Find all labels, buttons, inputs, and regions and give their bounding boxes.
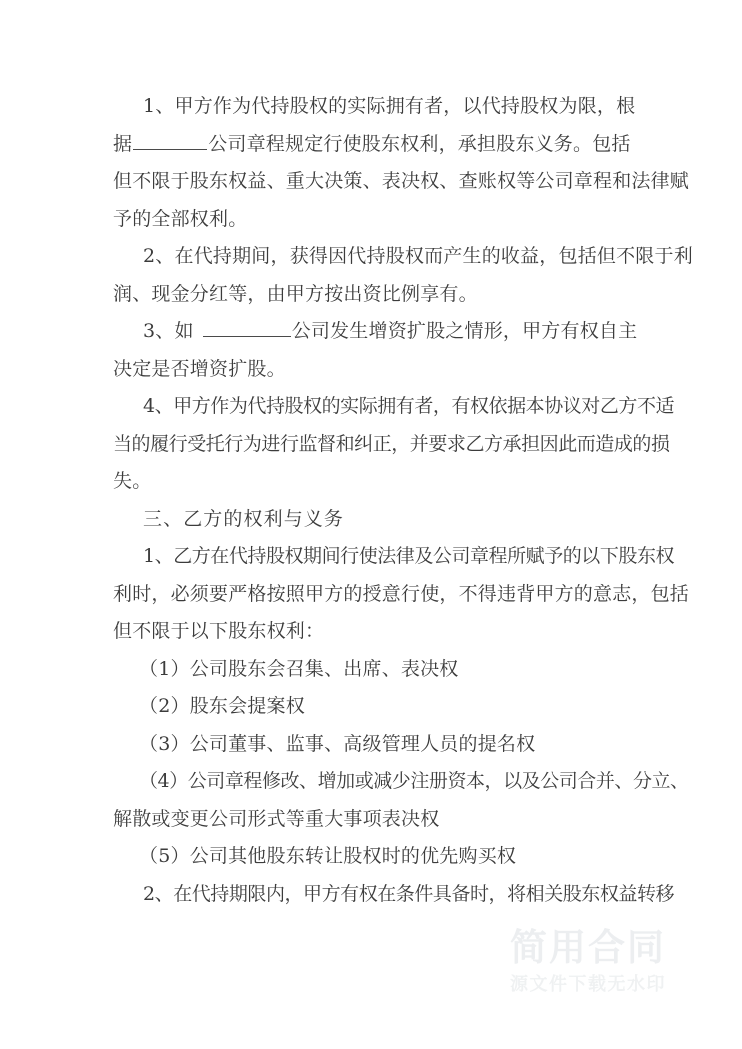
paragraph-party-a-item-3 <box>113 313 638 388</box>
text-line: 4、甲方作为代持股权的实际拥有者，有权依据本协议对乙方不适 <box>143 395 675 417</box>
text-line: （4）公司章程修改、增加或减少注册资本，以及公司合并、分立、 <box>139 770 689 792</box>
paragraph-party-b-item-1 <box>113 538 690 651</box>
text-line: 当的履行受托行为进行监督和纠正，并要求乙方承担因此而造成的损 <box>113 432 670 455</box>
paragraph-party-b-sub-2 <box>113 688 631 726</box>
paragraph-party-b-sub-1 <box>113 651 631 689</box>
text-line: 润、现金分红等，由甲方按出资比例享有。 <box>113 282 478 305</box>
watermark <box>510 926 666 996</box>
paragraph-party-a-item-4 <box>113 388 675 501</box>
text-line: 予的全部权利。 <box>113 207 248 230</box>
text-line: （3）公司董事、监事、高级管理人员的提名权 <box>139 732 536 755</box>
text-line: 2、在代持期限内，甲方有权在条件具备时，将相关股东权益转移 <box>143 882 675 905</box>
text-line: 1、甲方作为代持股权的实际拥有者，以代持股权为限，根 <box>143 95 636 117</box>
text-line: 但不限于以下股东权利： <box>113 620 325 642</box>
text-line: 1、乙方在代持股权期间行使法律及公司章程所赋予的以下股东权 <box>143 545 675 567</box>
text-line: （2）股东会提案权 <box>139 695 305 717</box>
paragraph-party-a-item-2 <box>113 238 693 313</box>
paragraph-party-a-item-1 <box>113 88 690 238</box>
text-line: 利时，必须要严格按照甲方的授意行使，不得违背甲方的意志，包括 <box>113 582 690 605</box>
text-line: 但不限于股东权益、重大决策、表决权、查账权等公司章程和法律赋 <box>113 170 690 192</box>
text-run: 公司发生增资扩股之情形，甲方有权自主 <box>291 320 638 342</box>
paragraph-party-b-sub-3 <box>113 726 631 764</box>
text-line: 失。 <box>113 470 152 492</box>
paragraph-section-heading-three <box>113 501 631 539</box>
watermark-tagline: 源文件下载无水印 <box>510 974 666 996</box>
paragraph-party-b-sub-4 <box>113 763 689 838</box>
section-heading: 三、乙方的权利与义务 <box>143 507 345 530</box>
text-line-with-blank <box>113 126 631 164</box>
paragraph-party-b-sub-5 <box>113 838 631 876</box>
text-line-with-blank <box>113 313 638 351</box>
watermark-brand: 简用合同 <box>510 926 666 970</box>
text-line: 决定是否增资扩股。 <box>113 357 286 380</box>
text-line: （1）公司股东会召集、出席、表决权 <box>139 657 459 680</box>
text-line: 2、在代持期间，获得因代持股权而产生的收益，包括但不限于利 <box>143 245 693 267</box>
blank-company-name-2[interactable] <box>203 319 291 337</box>
text-line: （5）公司其他股东转让股权时的优先购买权 <box>139 845 517 867</box>
text-line: 解散或变更公司形式等重大事项表决权 <box>113 807 440 830</box>
text-run: 3、如 <box>143 320 194 342</box>
text-run: 据 <box>113 132 133 155</box>
text-run: 公司章程规定行使股东权利，承担股东义务。包括 <box>208 132 631 155</box>
document-body <box>113 88 693 913</box>
paragraph-party-b-item-2 <box>113 876 675 914</box>
blank-company-name-1[interactable] <box>133 132 207 150</box>
